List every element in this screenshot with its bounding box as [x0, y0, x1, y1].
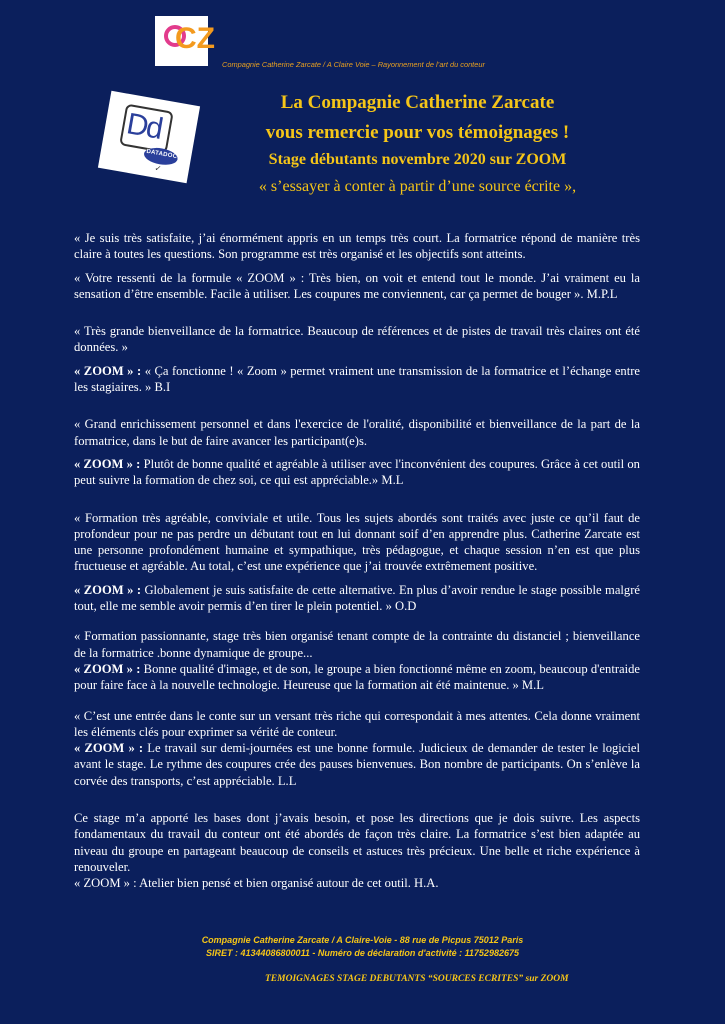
datadock-letters: Dd: [124, 107, 164, 146]
logo-text: CZ: [175, 22, 215, 55]
testimonials: [74, 230, 640, 892]
check-icon: ✓: [153, 163, 163, 174]
zoom-label: « ZOOM » :: [74, 741, 144, 756]
title-line-3: Stage débutants novembre 2020 sur ZOOM: [268, 151, 567, 168]
testimonial-paragraph: [74, 740, 640, 789]
testimonial-text: Plutôt de bonne qualité et agréable à utiliser avec l'inconvénient des coupures. Grâce à cet outil on peut suivre la formation de chez soi, ce qui est appréciable.» M.L: [74, 456, 640, 488]
testimonial-paragraph: [74, 661, 640, 694]
zoom-label: « ZOOM » :: [74, 661, 141, 676]
testimonial-paragraph: « Formation très agréable, conviviale et utile. Tous les sujets abordés sont traités avec juste ce qu’il faut de profondeur pour ne pas perdre un débutant tout en lui donnant soif d’en apprendre plus. Catherine Zarcate est une personne profondément humaine et sympathique, très pédagogue, et chaque session n’en est que plus fructueuse et agréable. Au total, c’est une expérience que j’ai trouvée extrêmement positive.: [74, 510, 640, 574]
testimonial-paragraph: « Formation passionnante, stage très bien organisé tenant compte de la contrainte du distanciel ; bienveillance de la formatrice .bonne dynamique de groupe...: [74, 629, 640, 660]
testimonial-paragraph: [74, 363, 640, 396]
testimonial-paragraph: « C’est une entrée dans le conte sur un versant très riche qui correspondait à mes attentes. Cela donne vraiment les éléments clés pour exprimer sa vérité de conteur.: [74, 708, 640, 739]
title-line-4: « s’essayer à conter à partir d’une source écrite »,: [258, 178, 577, 195]
testimonial-paragraph: « Je suis très satisfaite, j’ai énormément appris en un temps très court. La formatrice répond de manière très claire à toutes les questions. Son programme est très organisé et les objectifs sont atteints.: [74, 231, 640, 262]
footer-siret: SIRET : 41344086800011 - Numéro de déclaration d'activité : 11752982675: [206, 948, 519, 958]
testimonial-paragraph: [74, 456, 640, 489]
zoom-label: « ZOOM » :: [74, 456, 141, 471]
company-tagline: Compagnie Catherine Zarcate / A Claire Voie – Rayonnement de l’art du conteur: [222, 60, 485, 69]
testimonial-text: Bonne qualité d'image, et de son, le groupe a bien fonctionné même en zoom, beaucoup d'entraide pour faire face à la nouvelle technologie. Heureuse que la formation ait été maintenue. » M.L: [74, 661, 640, 693]
footer-address: Compagnie Catherine Zarcate / A Claire-Voie - 88 rue de Picpus 75012 Paris: [201, 935, 524, 945]
datadock-label: DATADOCKÉ: [145, 148, 187, 162]
testimonial-paragraph: « Très grande bienveillance de la formatrice. Beaucoup de références et de pistes de travail très claires ont été données. »: [74, 324, 640, 355]
testimonial-paragraph: Ce stage m’a apporté les bases dont j’avais besoin, et pose les directions que je dois suivre. Les aspects fondamentaux du travail du conteur ont été abordés de façon très claire. La formatrice s’est bien adaptée au niveau du groupe en partageant beaucoup de conseils et astuces très précieux. Une belle et riche expérience à renouveler.: [74, 811, 640, 874]
testimonial-paragraph: « Votre ressenti de la formule « ZOOM » : Très bien, on voit et entend tout le monde. J’ai vraiment eu la sensation d’être ensemble. Facile à utiliser. Les coupures me conviennent, car ça permet de bouger ». M.P.L: [74, 270, 640, 301]
company-logo: [155, 16, 215, 66]
testimonial-paragraph: [74, 582, 640, 615]
testimonial-text: Globalement je suis satisfaite de cette alternative. En plus d’avoir rendue le stage possible malgré tout, elle me semble avoir permis d’en tirer le plein potentiel. » O.D: [74, 582, 640, 614]
testimonial-paragraph: « ZOOM » : Atelier bien pensé et bien organisé autour de cet outil. H.A.: [74, 876, 439, 891]
testimonial-paragraph: « Grand enrichissement personnel et dans l'exercice de l'oralité, disponibilité et bienveillance de la part de la formatrice, dans le but de faire avancer les participant(e)s.: [74, 417, 640, 448]
footer-title: TEMOIGNAGES STAGE DEBUTANTS “SOURCES ECRITES” sur ZOOM: [265, 974, 569, 984]
zoom-label: « ZOOM » :: [74, 582, 142, 597]
testimonial-text: Le travail sur demi-journées est une bonne formule. Judicieux de demander de tester le logiciel avant le stage. Le rythme des coupures crée des pauses bienvenues. Bon nombre de participants. On s’enlève la corvée des transports, c’est appréciable. L.L: [74, 741, 640, 788]
testimonial-text: « Ça fonctionne ! « Zoom » permet vraiment une transmission de la formatrice et l’échange entre les stagiaires. » B.I: [74, 363, 640, 395]
title-line-1: La Compagnie Catherine Zarcate: [280, 92, 555, 113]
title-line-2: vous remercie pour vos témoignages !: [265, 122, 570, 143]
zoom-label: « ZOOM » :: [74, 363, 142, 378]
